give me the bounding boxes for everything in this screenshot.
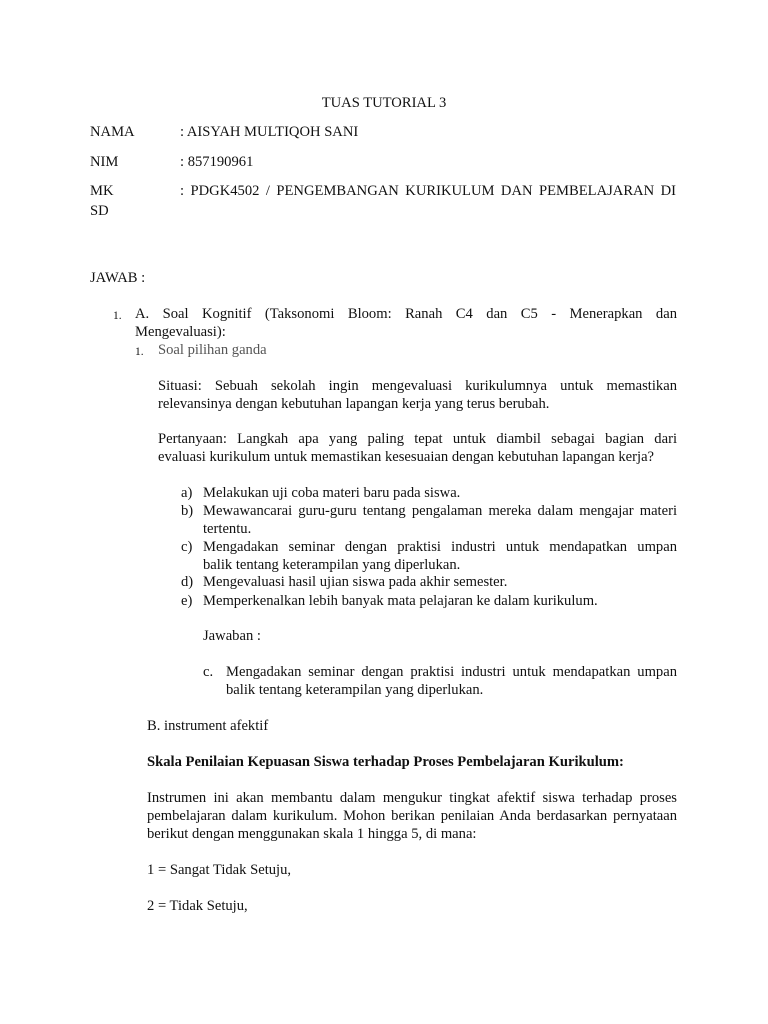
option-c-line1: Mengadakan seminar dengan praktisi industri untuk mendapatkan umpan: [203, 539, 677, 555]
situasi-line2: relevansinya dengan kebutuhan lapangan kerja yang terus berubah.: [158, 396, 550, 412]
pertanyaan-line2: evaluasi kurikulum untuk memastikan kesesuaian dengan kebutuhan lapangan kerja?: [158, 449, 655, 465]
section-heading-line2: Mengevaluasi):: [135, 324, 226, 340]
option-a-text: Melakukan uji coba materi baru pada siswa.: [203, 485, 461, 501]
jawaban-label: Jawaban :: [203, 628, 261, 644]
answer-letter: c.: [203, 664, 214, 680]
mk-label-continuation: SD: [90, 203, 109, 219]
nim-label: NIM: [90, 154, 119, 170]
mk-value: : PDGK4502 / PENGEMBANGAN KURIKULUM DAN PEMBELAJARAN DI: [180, 183, 676, 199]
pertanyaan-line1: Pertanyaan: Langkah apa yang paling tepat untuk diambil sebagai bagian dari: [158, 431, 677, 447]
option-c-letter: c): [181, 539, 193, 555]
situasi-line1: Situasi: Sebuah sekolah ingin mengevaluasi kurikulumnya untuk memastikan: [158, 378, 677, 394]
answer-line2: balik tentang keterampilan yang diperlukan.: [226, 682, 484, 698]
option-c-line2: balik tentang keterampilan yang diperlukan.: [203, 557, 461, 573]
option-b-line2: tertentu.: [203, 521, 252, 537]
jawab-label: JAWAB :: [90, 270, 146, 286]
scale-item-2: 2 = Tidak Setuju,: [147, 898, 248, 914]
scale-item-1: 1 = Sangat Tidak Setuju,: [147, 862, 292, 878]
option-d-letter: d): [181, 574, 194, 590]
answer-line1: Mengadakan seminar dengan praktisi industri untuk mendapatkan umpan: [226, 664, 677, 680]
section-number: 1.: [113, 310, 122, 322]
sub-number: 1.: [135, 346, 144, 358]
option-e-letter: e): [181, 593, 193, 609]
section-b-label: B. instrument afektif: [147, 718, 269, 734]
section-b-title: Skala Penilaian Kepuasan Siswa terhadap Proses Pembelajaran Kurikulum:: [147, 754, 624, 770]
nama-value: : AISYAH MULTIQOH SANI: [180, 124, 359, 140]
option-d-text: Mengevaluasi hasil ujian siswa pada akhir semester.: [203, 574, 508, 590]
mk-label: MK: [90, 183, 114, 199]
option-b-line1: Mewawancarai guru-guru tentang pengalaman mereka dalam mengajar materi: [203, 503, 677, 519]
document-title: TUAS TUTORIAL 3: [321, 95, 447, 111]
intro-line1: Instrumen ini akan membantu dalam mengukur tingkat afektif siswa terhadap proses: [147, 790, 677, 806]
option-b-letter: b): [181, 503, 194, 519]
nama-label: NAMA: [90, 124, 135, 140]
intro-line2: pembelajaran dalam kurikulum. Mohon berikan penilaian Anda berdasarkan pernyataan: [147, 808, 677, 824]
section-heading-line1: A. Soal Kognitif (Taksonomi Bloom: Ranah C4 dan C5 - Menerapkan dan: [135, 306, 677, 322]
nim-value: : 857190961: [180, 154, 254, 170]
intro-line3: berikut dengan menggunakan skala 1 hingga 5, di mana:: [147, 826, 477, 842]
option-a-letter: a): [181, 485, 193, 501]
option-e-text: Memperkenalkan lebih banyak mata pelajaran ke dalam kurikulum.: [203, 593, 598, 609]
sub-title: Soal pilihan ganda: [158, 342, 267, 358]
